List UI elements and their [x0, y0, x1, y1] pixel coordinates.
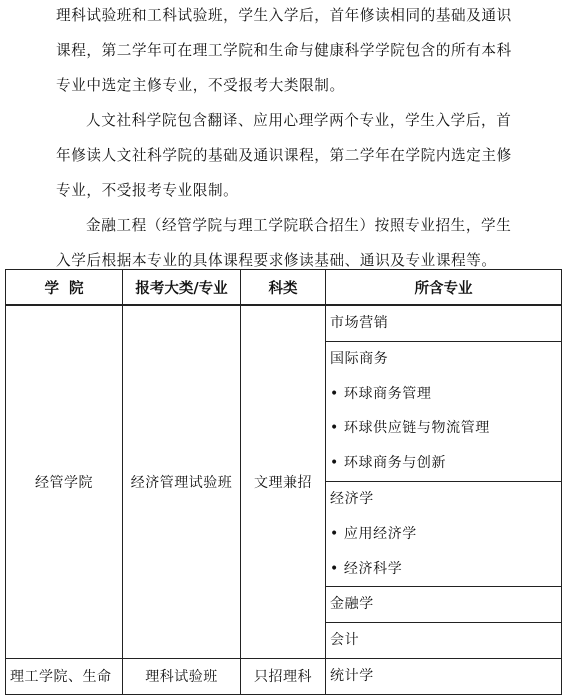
category-cell: 经济管理试验班	[123, 305, 241, 658]
major-group	[326, 659, 561, 694]
admission-table	[5, 269, 562, 695]
paragraph-line: 金融工程（经管学院与理工学院联合招生）按照专业招生，学生	[86, 217, 512, 234]
college-cell: 理工学院、生命	[6, 658, 123, 694]
paragraph-line: 专业中选定主修专业，不受报考大类限制。	[56, 77, 345, 94]
major-group	[326, 342, 561, 482]
major-name: 国际商务	[330, 350, 389, 367]
college-cell: 经管学院	[6, 305, 123, 658]
subject-cell: 文理兼招	[241, 305, 326, 658]
sub-major: • 经济科学	[330, 560, 403, 577]
major-group	[326, 306, 561, 342]
paragraph-line: 课程，第二学年可在理工学院和生命与健康科学学院包含的所有本科	[56, 42, 512, 59]
major-group	[326, 482, 561, 587]
table-row	[6, 658, 562, 694]
table-row	[6, 305, 562, 658]
major-name: 经济学	[330, 490, 374, 507]
majors-cell	[326, 658, 562, 694]
sub-major: • 环球商务管理	[330, 385, 432, 402]
header-category: 报考大类/专业	[123, 270, 241, 306]
header-majors: 所含专业	[326, 270, 562, 306]
major-name: 统计学	[330, 667, 374, 684]
major-name: 市场营销	[330, 315, 389, 331]
majors-cell	[326, 305, 562, 658]
paragraph-science-engineering	[56, 0, 514, 103]
paragraph-line: 专业，不受报考专业限制。	[56, 182, 239, 199]
category-cell: 理科试验班	[123, 658, 241, 694]
subject-cell: 只招理科	[241, 658, 326, 694]
paragraph-line: 理科试验班和工科试验班，学生入学后，首年修读相同的基础及通识	[56, 7, 512, 24]
major-group	[326, 623, 561, 658]
paragraph-line: 年修读人文社科学院的基础及通识课程，第二学年在学院内选定主修	[56, 147, 512, 164]
table-header-row	[6, 270, 562, 306]
header-college: 学 院	[6, 270, 123, 306]
paragraph-line: 入学后根据本专业的具体课程要求修读基础、通识及专业课程等。	[56, 252, 497, 269]
major-name: 金融学	[330, 596, 374, 613]
major-group	[326, 587, 561, 623]
major-name: 会计	[330, 632, 360, 649]
sub-major: • 应用经济学	[330, 525, 417, 542]
paragraph-financial-engineering	[56, 208, 514, 278]
paragraph-humanities	[56, 103, 514, 208]
sub-major: • 环球供应链与物流管理	[330, 420, 490, 437]
sub-major: • 环球商务与创新	[330, 455, 447, 472]
header-subject: 科类	[241, 270, 326, 306]
paragraph-line: 人文社科学院包含翻译、应用心理学两个专业，学生入学后，首	[86, 112, 512, 129]
